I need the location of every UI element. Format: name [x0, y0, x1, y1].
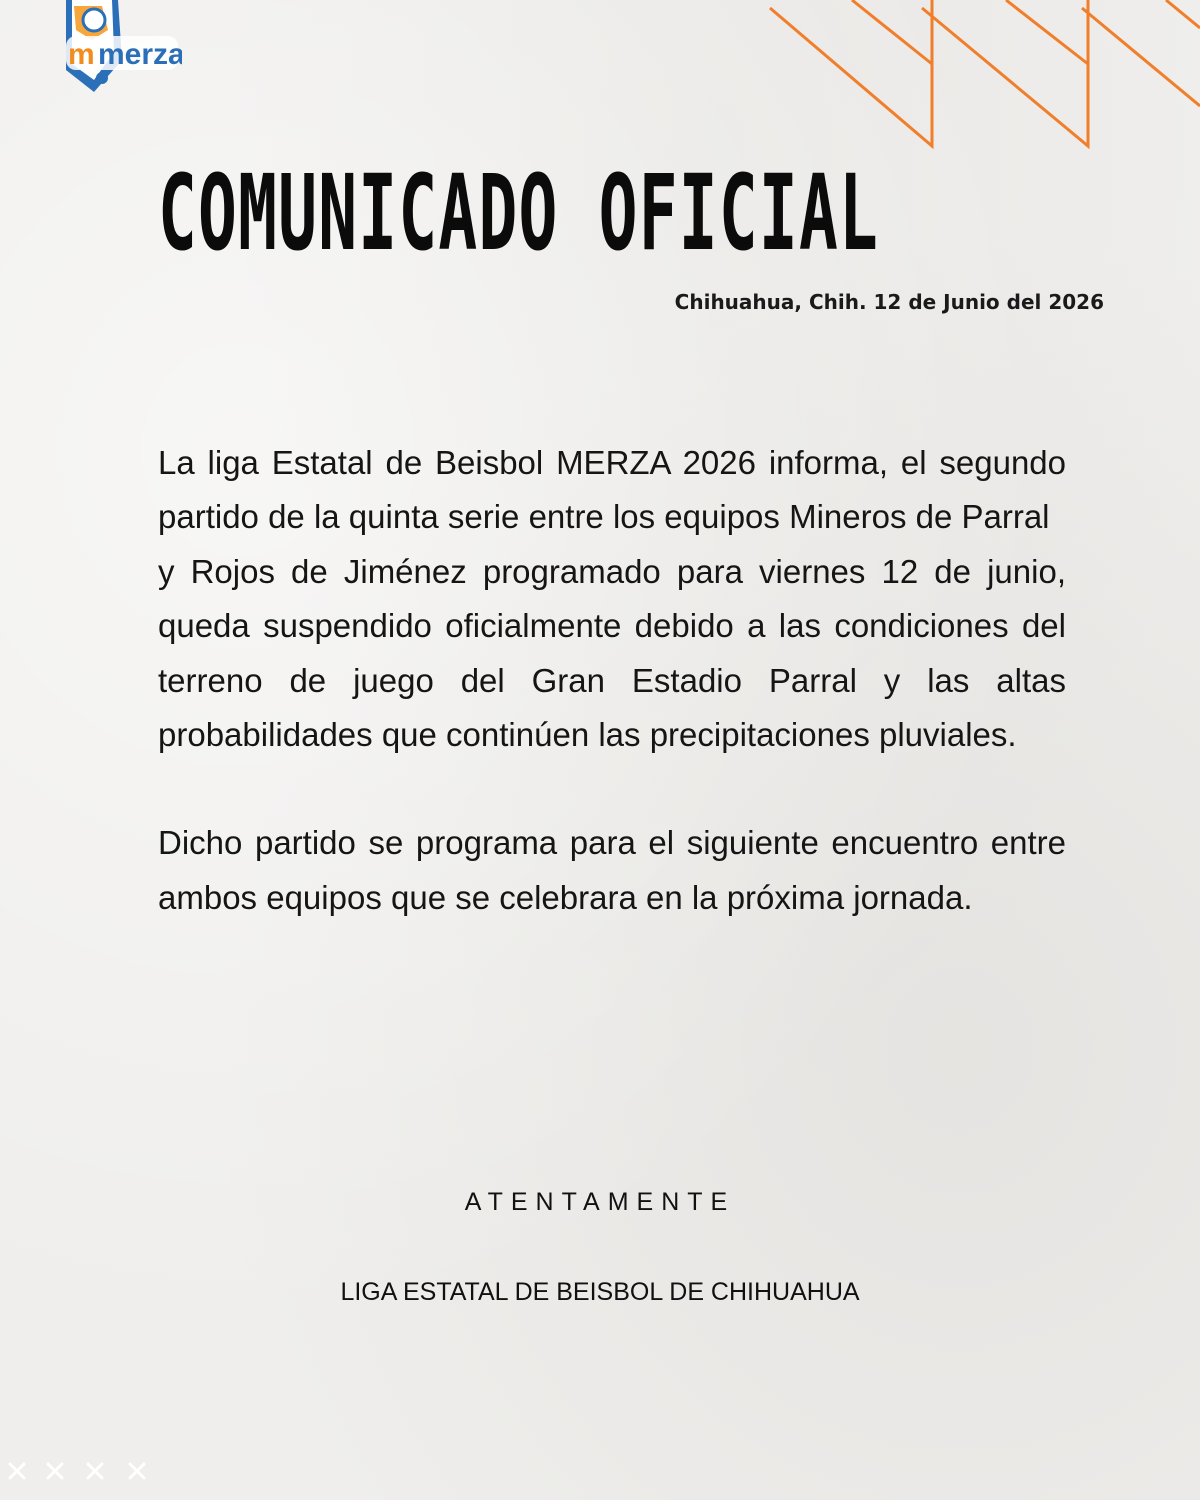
logo-wordmark: merza [98, 38, 182, 71]
organization-name: LIGA ESTATAL DE BEISBOL DE CHIHUAHUA [340, 1278, 860, 1306]
paragraph-1-part-2: y Rojos de Jiménez programado para viernes 12 de junio, queda suspendido oficialmente debido a las condiciones del terreno de juego del Gran Estadio Parral y las altas probabilidades que continúen las precipitaciones pluviales. [158, 552, 1066, 754]
decorative-x-marks [4, 1458, 154, 1488]
decorative-chevrons [760, 0, 1200, 150]
date-line: Chihuahua, Chih. 12 de Junio del 2026 [674, 290, 1104, 314]
x-mark-icon [4, 1458, 154, 1488]
chevrons-icon [760, 0, 1200, 150]
merza-logo-icon [52, 0, 182, 96]
closing-salutation: ATENTAMENTE [464, 1188, 736, 1216]
paragraph-1-part-1: La liga Estatal de Beisbol MERZA 2026 informa, el segundo partido de la quinta serie entre los equipos Mineros de Parral [158, 444, 1066, 536]
page-title: COMUNICADO OFICIAL [158, 152, 880, 274]
paragraph-2: Dicho partido se programa para el siguiente encuentro entre ambos equipos que se celebrara en la próxima jornada. [158, 824, 1066, 916]
communique-body [158, 436, 1066, 925]
paragraph-spacer [158, 762, 1066, 816]
merza-logo [52, 0, 182, 96]
svg-text:m: m [68, 38, 95, 71]
